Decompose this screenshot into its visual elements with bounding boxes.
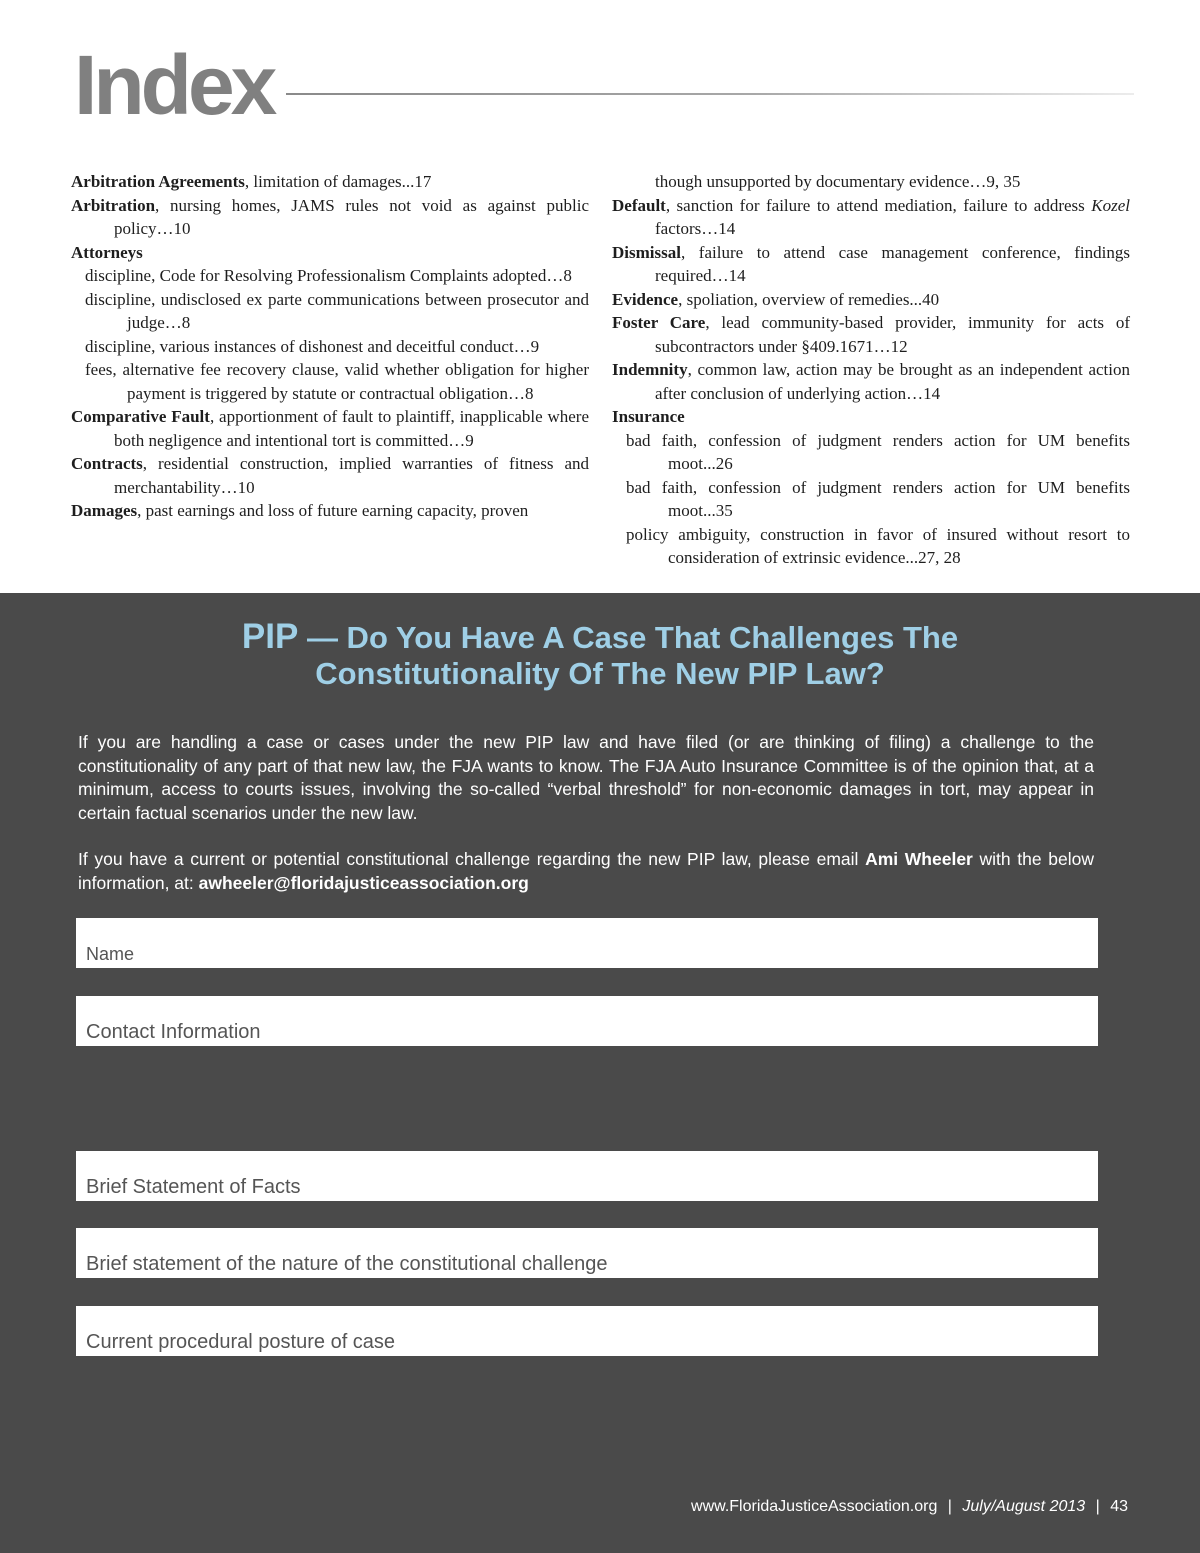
index-entry: Comparative Fault, apportionment of fault to plaintiff, inapplicable where both negligence and intentional tort is committed…9 <box>71 407 589 450</box>
field-label: Name <box>86 944 135 964</box>
procedural-posture-field[interactable] <box>76 1306 1098 1356</box>
contact-information-field[interactable] <box>76 996 1098 1046</box>
index-term: Default <box>612 195 666 215</box>
index-entry: Contracts, residential construction, implied warranties of fitness and merchantability…10 <box>71 454 589 497</box>
page-footer: www.FloridaJusticeAssociation.org | July/August 2013 | 43 <box>691 1498 1128 1515</box>
index-column-right <box>612 170 1130 570</box>
index-entry: Arbitration Agreements, limitation of damages...17 <box>71 172 432 191</box>
index-subentry: bad faith, confession of judgment renders action for UM benefits moot...35 <box>626 477 1130 520</box>
index-subentry: fees, alternative fee recovery clause, valid whether obligation for higher payment is triggered by statute or contractual obligation…8 <box>85 360 589 403</box>
index-term: Damages <box>71 501 138 520</box>
page-number: 43 <box>1110 1498 1128 1515</box>
index-entry: Dismissal, failure to attend case management conference, findings required…14 <box>612 242 1130 285</box>
footer-issue: July/August 2013 <box>962 1498 1086 1515</box>
index-term: Dismissal <box>612 242 681 262</box>
index-entry: Foster Care, lead community-based provider, immunity for acts of subcontractors under §409.1671…12 <box>612 313 1130 356</box>
index-header <box>74 40 1134 130</box>
index-subentry: bad faith, confession of judgment renders action for UM benefits moot...26 <box>626 430 1130 473</box>
footer-website[interactable]: www.FloridaJusticeAssociation.org <box>691 1498 938 1515</box>
pip-paragraph-2: If you have a current or potential constitutional challenge regarding the new PIP law, please email Ami Wheeler with the below information, at: awheeler@floridajusticeassociation.org <box>78 849 1094 893</box>
index-term: Attorneys <box>71 242 143 262</box>
index-term: Comparative Fault <box>71 407 210 426</box>
constitutional-challenge-field[interactable] <box>76 1228 1098 1278</box>
index-subentry: discipline, various instances of dishonest and deceitful conduct…9 <box>85 336 540 356</box>
index-entry: Damages, past earnings and loss of future earning capacity, proven <box>71 501 529 520</box>
page-title: Index <box>74 38 274 132</box>
title-rule <box>286 93 1134 95</box>
index-entry: Arbitration, nursing homes, JAMS rules not void as against public policy…10 <box>71 195 589 238</box>
index-term: Arbitration Agreements <box>71 172 245 191</box>
index-term: Evidence <box>612 289 679 309</box>
contact-name: Ami Wheeler <box>865 849 973 869</box>
index-entry-continued: though unsupported by documentary evidence…9, 35 <box>655 172 1021 191</box>
pip-paragraph-1: If you are handling a case or cases under the new PIP law and have filed (or are thinking of filing) a challenge to the constitutionality of any part of that new law, the FJA wants to know. The FJA Auto Insurance Committee is of the opinion that, at a minimum, access to courts issues, involving the so-called “verbal threshold” for non-economic damages in tort, may appear in certain factual scenarios under the new law. <box>78 732 1094 823</box>
pip-title-prefix: PIP <box>241 617 299 656</box>
field-label: Brief Statement of Facts <box>86 1176 301 1198</box>
pip-title-line2: Constitutionality Of The New PIP Law? <box>315 656 885 691</box>
index-entry <box>71 241 589 265</box>
index-term: Indemnity <box>612 360 688 379</box>
field-label: Contact Information <box>86 1021 261 1043</box>
index-term: Contracts <box>71 454 143 473</box>
index-entry <box>612 405 1130 429</box>
index-column-left <box>71 170 589 523</box>
field-label: Brief statement of the nature of the constitutional challenge <box>86 1253 608 1275</box>
index-entry: Evidence, spoliation, overview of remedies...40 <box>612 289 940 309</box>
contact-email-link[interactable]: awheeler@floridajusticeassociation.org <box>198 872 529 893</box>
index-subentry: discipline, Code for Resolving Professionalism Complaints adopted…8 <box>85 266 572 285</box>
name-field[interactable] <box>76 918 1098 968</box>
field-label: Current procedural posture of case <box>86 1331 396 1353</box>
index-entry: Indemnity, common law, action may be brought as an independent action after conclusion of underlying action…14 <box>612 360 1130 403</box>
index-entry: Default, sanction for failure to attend mediation, failure to address Kozel factors…14 <box>612 195 1130 238</box>
pip-title-rest: — Do You Have A Case That Challenges The <box>298 620 959 655</box>
index-term: Arbitration <box>71 195 156 215</box>
index-subentry: discipline, undisclosed ex parte communications between prosecutor and judge…8 <box>85 289 589 332</box>
index-subentry: policy ambiguity, construction in favor of insured without resort to consideration of extrinsic evidence...27, 28 <box>626 524 1130 567</box>
pip-title <box>0 619 1200 692</box>
pip-panel <box>0 593 1200 1553</box>
index-term: Insurance <box>612 407 685 426</box>
index-term: Foster Care <box>612 313 706 332</box>
statement-of-facts-field[interactable] <box>76 1151 1098 1201</box>
